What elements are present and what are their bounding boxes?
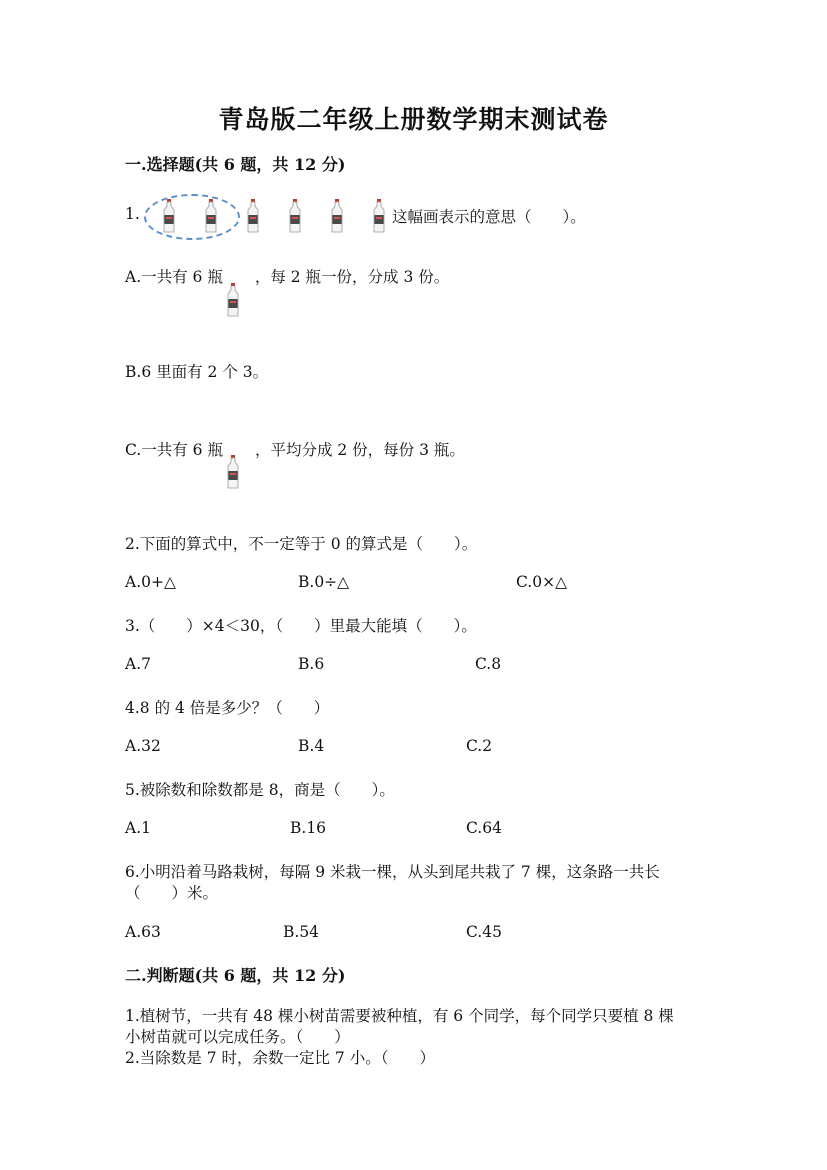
q3-option-c: C.8: [475, 655, 502, 673]
q4-option-c: C.2: [466, 737, 493, 755]
q4-option-a: A.32: [125, 737, 161, 755]
q2-option-c: C.0×△: [516, 573, 568, 591]
tf1-line2: 小树苗就可以完成任务。（ ）: [125, 1028, 350, 1046]
q6-option-c: C.45: [466, 923, 502, 941]
bottle-icon: [288, 199, 302, 233]
q5-option-b: B.16: [290, 819, 327, 837]
q3-question: 3.（ ）×4＜30，（ ）里最大能填（ ）。: [125, 617, 477, 635]
bottle-icon: [226, 283, 240, 317]
tf1-line1: 1.植树节，一共有 48 棵小树苗需要被种植，有 6 个同学，每个同学只要植 8 棵: [125, 1007, 674, 1025]
q6-question-line2: （ ）米。: [125, 884, 219, 902]
q1-option-c-pre: C.一共有 6 瓶: [125, 441, 223, 459]
q2-question: 2.下面的算式中，不一定等于 0 的算式是（ ）。: [125, 535, 478, 553]
bottle-icon: [372, 199, 386, 233]
bottle-icon: [204, 199, 218, 233]
q1-question: 这幅画表示的意思（ ）。: [392, 208, 586, 226]
q5-option-c: C.64: [466, 819, 502, 837]
q4-question: 4.8 的 4 倍是多少？（ ）: [125, 699, 330, 717]
bottle-icon: [162, 199, 176, 233]
q1-option-b: B.6 里面有 2 个 3。: [125, 363, 269, 381]
q6-option-a: A.63: [125, 923, 161, 941]
q2-option-b: B.0÷△: [298, 573, 350, 591]
section-1-heading: 一.选择题(共 6 题，共 12 分): [125, 155, 346, 174]
tf2-question: 2.当除数是 7 时，余数一定比 7 小。（ ）: [125, 1049, 435, 1067]
page-title: 青岛版二年级上册数学期末测试卷: [218, 105, 609, 134]
q5-question: 5.被除数和除数都是 8，商是（ ）。: [125, 781, 395, 799]
q1-option-a-pre: A.一共有 6 瓶: [125, 268, 223, 286]
q5-option-a: A.1: [125, 819, 151, 837]
q3-option-b: B.6: [298, 655, 325, 673]
group-oval: [144, 194, 240, 240]
q2-option-a: A.0+△: [125, 573, 176, 591]
bottle-icon: [330, 199, 344, 233]
q6-question-line1: 6.小明沿着马路栽树，每隔 9 米栽一棵，从头到尾共栽了 7 棵，这条路一共长: [125, 863, 660, 881]
q1-number: 1.: [125, 205, 140, 223]
q1-option-a: [125, 265, 449, 287]
q1-option-c-post: ，平均分成 2 份，每份 3 瓶。: [254, 441, 465, 459]
q1-option-a-post: ，每 2 瓶一份，分成 3 份。: [254, 268, 450, 286]
section-2-heading: 二.判断题(共 6 题，共 12 分): [125, 966, 346, 985]
q1-option-c: [125, 438, 465, 460]
bottle-icon: [246, 199, 260, 233]
q3-option-a: A.7: [125, 655, 151, 673]
bottle-icon: [226, 455, 240, 489]
q4-option-b: B.4: [298, 737, 325, 755]
q6-option-b: B.54: [283, 923, 320, 941]
